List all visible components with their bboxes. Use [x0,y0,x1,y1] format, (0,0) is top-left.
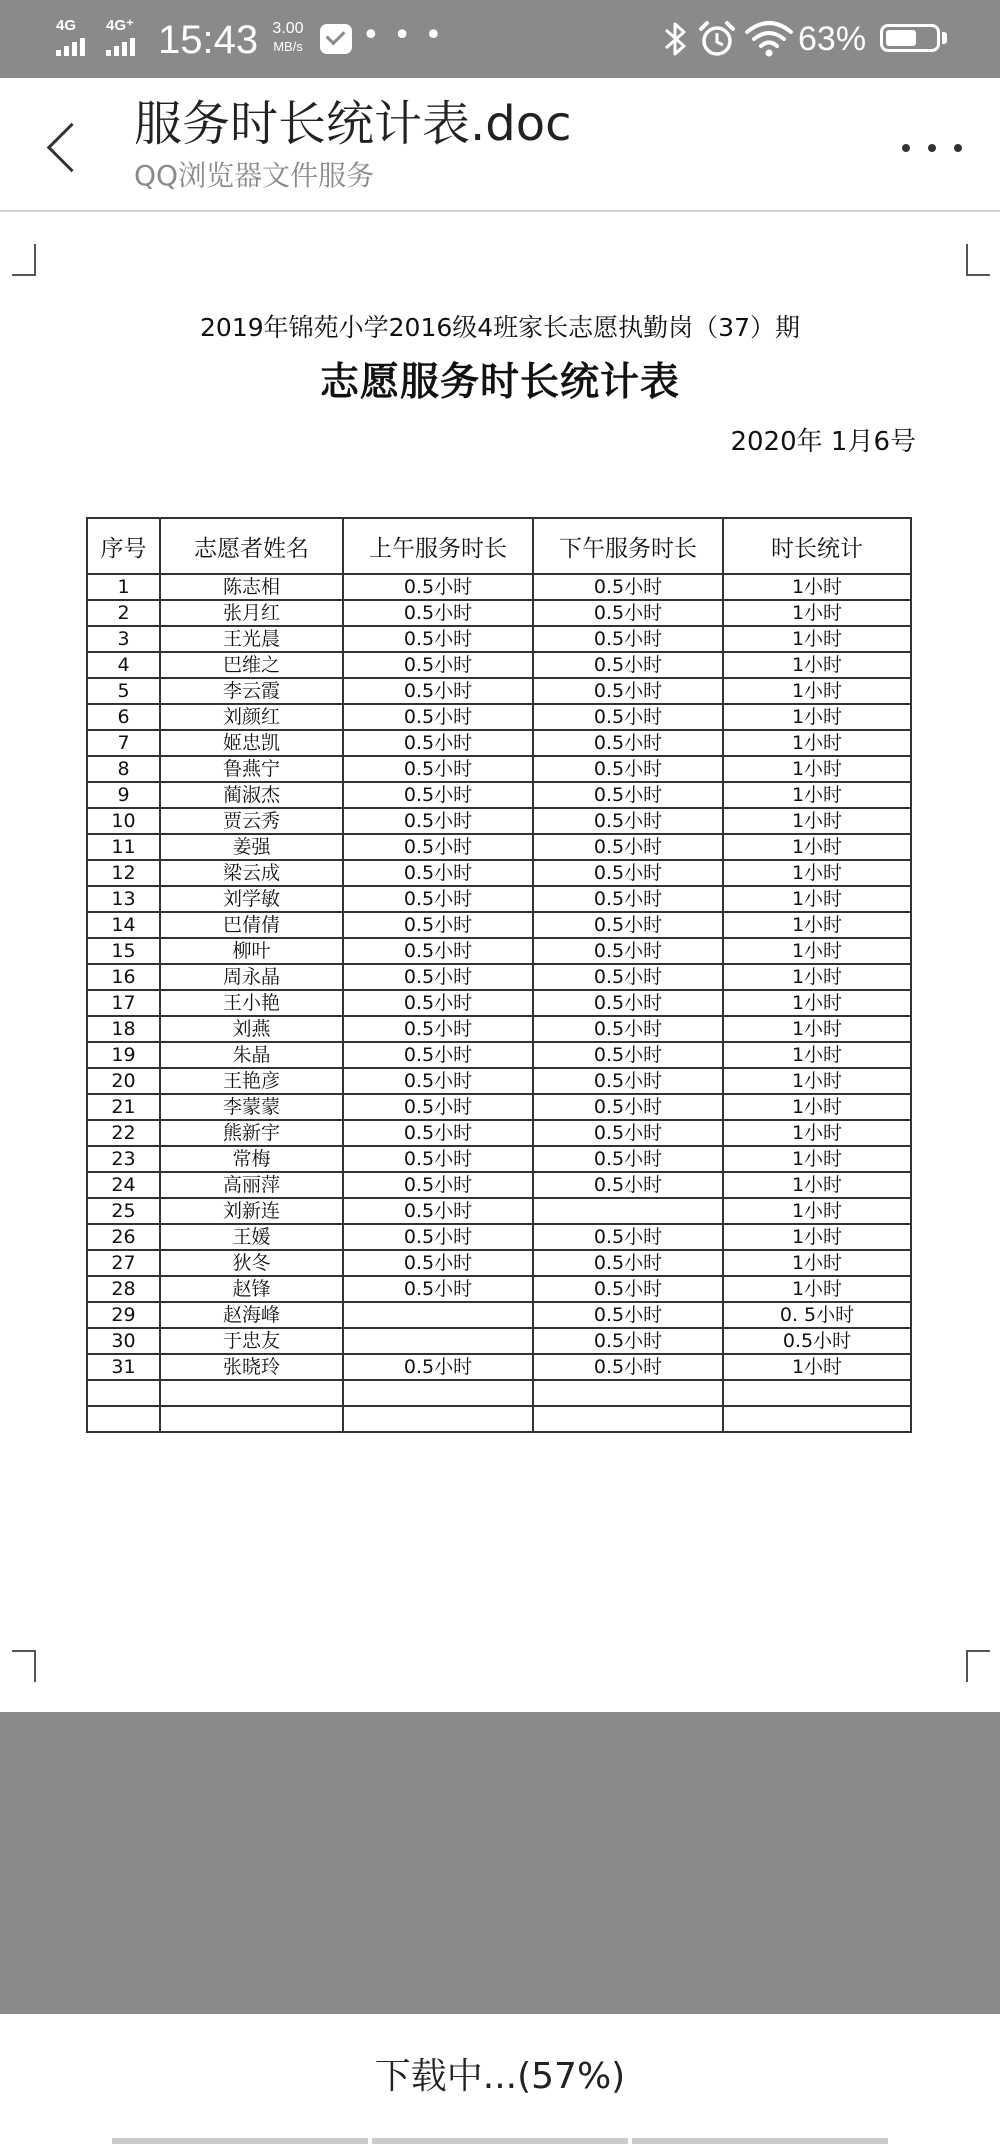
network-speed-value: 3.00 [272,20,304,37]
page-title: 服务时长统计表.doc [134,96,572,152]
table-cell: 0.5小时 [533,938,723,964]
table-cell: 1小时 [723,1094,911,1120]
table-cell: 0.5小时 [343,730,533,756]
table-cell: 1小时 [723,1172,911,1198]
table-body [87,574,911,1432]
table-cell: 0.5小时 [533,1354,723,1380]
table-cell: 28 [87,1276,160,1302]
table-cell: 0.5小时 [533,1302,723,1328]
table-cell: 于忠友 [160,1328,343,1354]
battery-tip [942,32,947,44]
table-cell: 0.5小时 [533,1250,723,1276]
table-cell: 王光晨 [160,626,343,652]
table-cell: 1小时 [723,756,911,782]
table-row [87,1302,911,1328]
table-cell: 16 [87,964,160,990]
crop-mark [12,244,36,276]
table-cell: 0.5小时 [533,1068,723,1094]
more-dot-icon [928,144,936,152]
crop-mark [12,1650,36,1682]
table-cell [160,1380,343,1406]
table-cell: 0.5小时 [343,1354,533,1380]
table-row [87,626,911,652]
table-cell: 0.5小时 [533,678,723,704]
table-cell: 朱晶 [160,1042,343,1068]
table-cell: 15 [87,938,160,964]
table-row [87,912,911,938]
table-cell: 0.5小时 [343,756,533,782]
table-row [87,730,911,756]
bottom-strip [112,2138,888,2144]
table-cell [723,1406,911,1432]
table-cell: 18 [87,1016,160,1042]
table-cell: 0.5小时 [533,860,723,886]
table-cell: 1小时 [723,912,911,938]
table-cell [343,1328,533,1354]
table-cell: 4 [87,652,160,678]
table-row [87,990,911,1016]
table-cell: 李云霞 [160,678,343,704]
table-cell: 0.5小时 [533,834,723,860]
table-cell: 1小时 [723,1042,911,1068]
column-header: 上午服务时长 [343,518,533,574]
table-cell: 0. 5小时 [723,1302,911,1328]
table-cell: 24 [87,1172,160,1198]
table-cell: 0.5小时 [343,704,533,730]
table-cell: 1小时 [723,574,911,600]
table-row [87,1068,911,1094]
table-cell: 14 [87,912,160,938]
more-dot-icon [902,144,910,152]
table-cell: 周永晶 [160,964,343,990]
table-cell: 王小艳 [160,990,343,1016]
notification-icon [320,24,352,54]
table-cell: 1小时 [723,782,911,808]
table-cell: 1小时 [723,626,911,652]
table-cell [533,1198,723,1224]
table-cell: 11 [87,834,160,860]
table-cell: 1小时 [723,860,911,886]
table-row [87,1250,911,1276]
table-cell: 27 [87,1250,160,1276]
table-cell: 1 [87,574,160,600]
table-cell: 12 [87,860,160,886]
page-subtitle: QQ浏览器文件服务 [134,159,375,192]
more-dot-icon [954,144,962,152]
table-cell: 0.5小时 [343,860,533,886]
table-cell: 0.5小时 [533,1172,723,1198]
table-cell: 19 [87,1042,160,1068]
table-row [87,1380,911,1406]
more-notifications-icon: • • • [362,18,445,53]
table-cell: 0.5小时 [533,574,723,600]
table-cell: 8 [87,756,160,782]
table-cell: 17 [87,990,160,1016]
preview-background [0,1712,1000,2014]
table-cell: 姜强 [160,834,343,860]
table-cell: 姬忠凯 [160,730,343,756]
table-cell: 0.5小时 [343,912,533,938]
table-cell: 常梅 [160,1146,343,1172]
table-cell [343,1406,533,1432]
table-cell: 刘颜红 [160,704,343,730]
table-row [87,782,911,808]
battery-icon [880,24,940,52]
table-cell: 0.5小时 [533,704,723,730]
table-row [87,678,911,704]
table-cell: 3 [87,626,160,652]
battery-level-fill [886,30,916,46]
table-cell: 0.5小时 [343,808,533,834]
table-cell: 0.5小时 [723,1328,911,1354]
table-cell: 13 [87,886,160,912]
network-speed-unit: MB/s [273,39,303,54]
table-cell: 26 [87,1224,160,1250]
table-cell: 31 [87,1354,160,1380]
document-page[interactable] [0,212,1000,1710]
back-button[interactable] [32,108,92,188]
table-cell: 1小时 [723,1068,911,1094]
table-cell: 6 [87,704,160,730]
network-type-label: 4G [56,17,77,34]
table-cell: 0.5小时 [343,782,533,808]
table-row [87,652,911,678]
table-cell: 0.5小时 [533,1094,723,1120]
table-cell [533,1380,723,1406]
table-cell: 20 [87,1068,160,1094]
table-cell: 0.5小时 [343,834,533,860]
column-header: 下午服务时长 [533,518,723,574]
table-cell: 1小时 [723,808,911,834]
table-cell: 0.5小时 [533,964,723,990]
table-cell: 1小时 [723,1354,911,1380]
table-cell: 0.5小时 [533,1016,723,1042]
table-cell: 高丽萍 [160,1172,343,1198]
table-cell: 0.5小时 [533,756,723,782]
table-cell: 梁云成 [160,860,343,886]
table-cell: 赵锋 [160,1276,343,1302]
table-cell: 0.5小时 [343,574,533,600]
table-cell: 0.5小时 [343,652,533,678]
table-cell: 柳叶 [160,938,343,964]
table-row [87,1328,911,1354]
table-cell [160,1406,343,1432]
table-cell: 巴维之 [160,652,343,678]
table-cell: 0.5小时 [343,678,533,704]
table-cell: 0.5小时 [533,808,723,834]
table-cell: 陈志相 [160,574,343,600]
table-cell: 0.5小时 [343,938,533,964]
table-cell: 0.5小时 [533,626,723,652]
table-cell: 0.5小时 [343,1042,533,1068]
table-cell: 0.5小时 [343,626,533,652]
table-cell: 1小时 [723,652,911,678]
table-cell: 狄冬 [160,1250,343,1276]
table-cell: 巴倩倩 [160,912,343,938]
table-cell: 张晓玲 [160,1354,343,1380]
table-cell: 0.5小时 [343,1276,533,1302]
table-row [87,1042,911,1068]
table-row [87,1406,911,1432]
table-cell: 1小时 [723,938,911,964]
table-cell: 李蒙蒙 [160,1094,343,1120]
table-cell: 1小时 [723,1120,911,1146]
table-row [87,574,911,600]
wifi-icon [744,18,794,58]
bluetooth-icon [658,18,692,60]
table-cell: 29 [87,1302,160,1328]
table-header-row [87,518,911,574]
table-row [87,938,911,964]
table-row [87,1198,911,1224]
table-cell: 熊新宇 [160,1120,343,1146]
download-status: 下载中...(57%) [374,2056,626,2097]
table-cell: 10 [87,808,160,834]
column-header: 序号 [87,518,160,574]
table-cell: 刘学敏 [160,886,343,912]
table-cell: 0.5小时 [533,1120,723,1146]
table-cell: 0.5小时 [343,1068,533,1094]
table-cell: 0.5小时 [343,886,533,912]
table-cell: 22 [87,1120,160,1146]
table-cell: 0.5小时 [533,1224,723,1250]
table-cell: 王媛 [160,1224,343,1250]
table-cell: 0.5小时 [343,1146,533,1172]
table-cell: 0.5小时 [343,964,533,990]
table-cell: 1小时 [723,1016,911,1042]
table-row [87,808,911,834]
table-cell: 0.5小时 [533,990,723,1016]
table-cell: 1小时 [723,964,911,990]
table-cell [533,1406,723,1432]
document-date: 2020年 1月6号 [730,427,916,457]
alarm-icon [696,18,738,60]
table-cell: 1小时 [723,1146,911,1172]
table-cell: 刘燕 [160,1016,343,1042]
table-cell [343,1380,533,1406]
signal-icon [56,18,100,58]
crop-mark [966,1650,990,1682]
table-cell: 0.5小时 [533,1042,723,1068]
table-cell: 0.5小时 [343,1016,533,1042]
table-cell: 0.5小时 [343,1172,533,1198]
crop-mark [966,244,990,276]
network-type-label: 4G⁺ [106,17,134,34]
network-speed [264,20,312,56]
table-row [87,1276,911,1302]
table-cell: 0.5小时 [533,912,723,938]
table-cell: 0.5小时 [533,652,723,678]
table-row [87,886,911,912]
table-cell: 鲁燕宁 [160,756,343,782]
table-cell: 王艳彦 [160,1068,343,1094]
table-cell: 张月红 [160,600,343,626]
column-header: 志愿者姓名 [160,518,343,574]
table-cell: 刘新连 [160,1198,343,1224]
table-row [87,704,911,730]
table-cell: 0.5小时 [343,1094,533,1120]
table-cell: 5 [87,678,160,704]
table-cell: 0.5小时 [343,990,533,1016]
table-cell: 0.5小时 [533,886,723,912]
service-hours-table [86,517,912,1433]
table-row [87,756,911,782]
table-row [87,1354,911,1380]
download-bar [0,2014,1000,2144]
table-cell: 0.5小时 [343,1250,533,1276]
table-cell: 0.5小时 [343,1198,533,1224]
table-cell: 1小时 [723,990,911,1016]
table-row [87,860,911,886]
table-cell: 贾云秀 [160,808,343,834]
column-header: 时长统计 [723,518,911,574]
table-cell: 2 [87,600,160,626]
table-cell: 0.5小时 [533,1276,723,1302]
table-row [87,600,911,626]
table-row [87,1224,911,1250]
document-title: 志愿服务时长统计表 [319,360,680,405]
table-cell: 0.5小时 [533,1328,723,1354]
signal-icon [106,18,150,58]
table-row [87,1172,911,1198]
status-bar [0,0,1000,78]
table-cell: 1小时 [723,678,911,704]
more-options-button[interactable] [896,122,968,174]
table-cell: 1小时 [723,730,911,756]
table-cell: 25 [87,1198,160,1224]
table-cell: 30 [87,1328,160,1354]
table-row [87,834,911,860]
battery-percent: 63% [798,20,867,58]
table-cell: 0.5小时 [533,782,723,808]
table-cell: 1小时 [723,1276,911,1302]
table-cell: 23 [87,1146,160,1172]
table-cell [343,1302,533,1328]
table-cell: 0.5小时 [343,600,533,626]
table-cell: 蔺淑杰 [160,782,343,808]
table-cell: 0.5小时 [343,1120,533,1146]
table-row [87,1120,911,1146]
table-row [87,1016,911,1042]
table-cell: 1小时 [723,1198,911,1224]
table-cell: 1小时 [723,834,911,860]
table-cell: 21 [87,1094,160,1120]
table-cell: 0.5小时 [533,730,723,756]
header [0,78,1000,212]
clock: 15:43 [158,18,259,62]
table-cell: 1小时 [723,1250,911,1276]
table-row [87,964,911,990]
table-row [87,1146,911,1172]
table-cell: 1小时 [723,886,911,912]
table-cell: 1小时 [723,1224,911,1250]
table-row [87,1094,911,1120]
table-cell [87,1380,160,1406]
table-cell: 9 [87,782,160,808]
table-cell [87,1406,160,1432]
table-cell: 0.5小时 [343,1224,533,1250]
table-cell: 赵海峰 [160,1302,343,1328]
table-cell: 0.5小时 [533,600,723,626]
table-cell: 1小时 [723,600,911,626]
table-cell: 0.5小时 [533,1146,723,1172]
table-cell: 1小时 [723,704,911,730]
document-heading: 2019年锦苑小学2016级4班家长志愿执勤岗（37）期 [200,313,800,342]
table-cell: 7 [87,730,160,756]
table-cell [723,1380,911,1406]
